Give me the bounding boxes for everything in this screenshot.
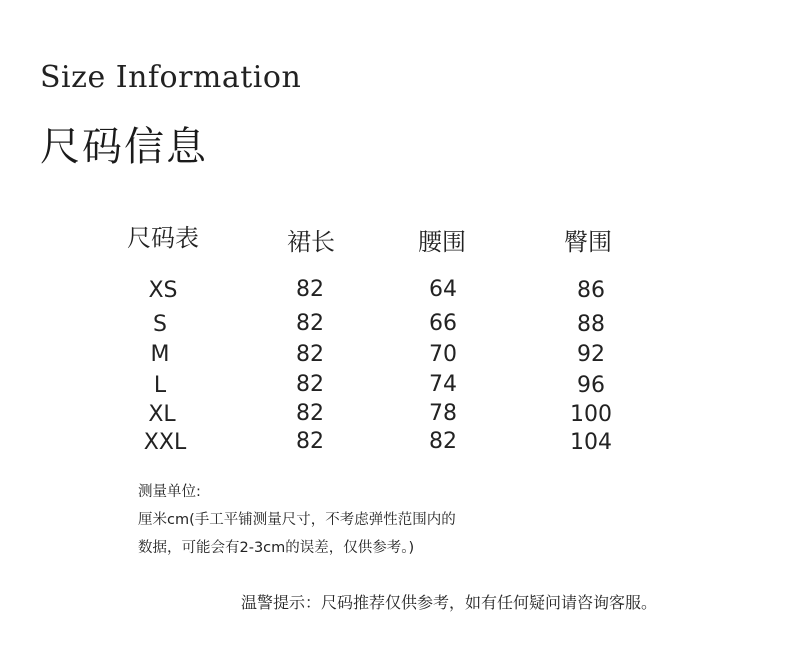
cell-length: 82 bbox=[296, 311, 324, 336]
cell-hip: 96 bbox=[577, 373, 605, 398]
notes-line-2: 数据，可能会有2-3cm的误差，仅供参考。) bbox=[138, 540, 415, 556]
cell-length: 82 bbox=[296, 372, 324, 397]
cell-waist: 70 bbox=[429, 342, 457, 367]
cell-waist: 78 bbox=[429, 401, 457, 426]
header-waist: 腰围 bbox=[418, 228, 466, 256]
cell-length: 82 bbox=[296, 401, 324, 426]
cell-hip: 92 bbox=[577, 342, 605, 367]
header-hip: 臀围 bbox=[564, 228, 612, 256]
header-size: 尺码表 bbox=[127, 224, 199, 252]
cell-hip: 86 bbox=[577, 278, 605, 303]
cell-length: 82 bbox=[296, 277, 324, 302]
cell-waist: 66 bbox=[429, 311, 457, 336]
cell-waist: 82 bbox=[429, 429, 457, 454]
cell-hip: 104 bbox=[570, 430, 612, 455]
cell-size: M bbox=[150, 342, 170, 367]
header-length: 裙长 bbox=[287, 228, 335, 256]
cell-length: 82 bbox=[296, 342, 324, 367]
title-english: Size Information bbox=[40, 60, 302, 95]
cell-hip: 100 bbox=[570, 402, 612, 427]
warm-tip: 温警提示：尺码推荐仅供参考，如有任何疑问请咨询客服。 bbox=[241, 593, 658, 612]
cell-size: XS bbox=[148, 278, 178, 303]
cell-size: XL bbox=[148, 402, 176, 427]
notes-unit-label: 测量单位: bbox=[138, 484, 201, 500]
cell-hip: 88 bbox=[577, 312, 605, 337]
cell-size: S bbox=[153, 312, 167, 337]
cell-size: XXL bbox=[143, 430, 187, 455]
cell-length: 82 bbox=[296, 429, 324, 454]
cell-waist: 64 bbox=[429, 277, 457, 302]
notes-line-1: 厘米cm(手工平铺测量尺寸，不考虑弹性范围内的 bbox=[138, 512, 456, 528]
title-chinese: 尺码信息 bbox=[40, 124, 208, 170]
cell-size: L bbox=[153, 373, 167, 398]
cell-waist: 74 bbox=[429, 372, 457, 397]
